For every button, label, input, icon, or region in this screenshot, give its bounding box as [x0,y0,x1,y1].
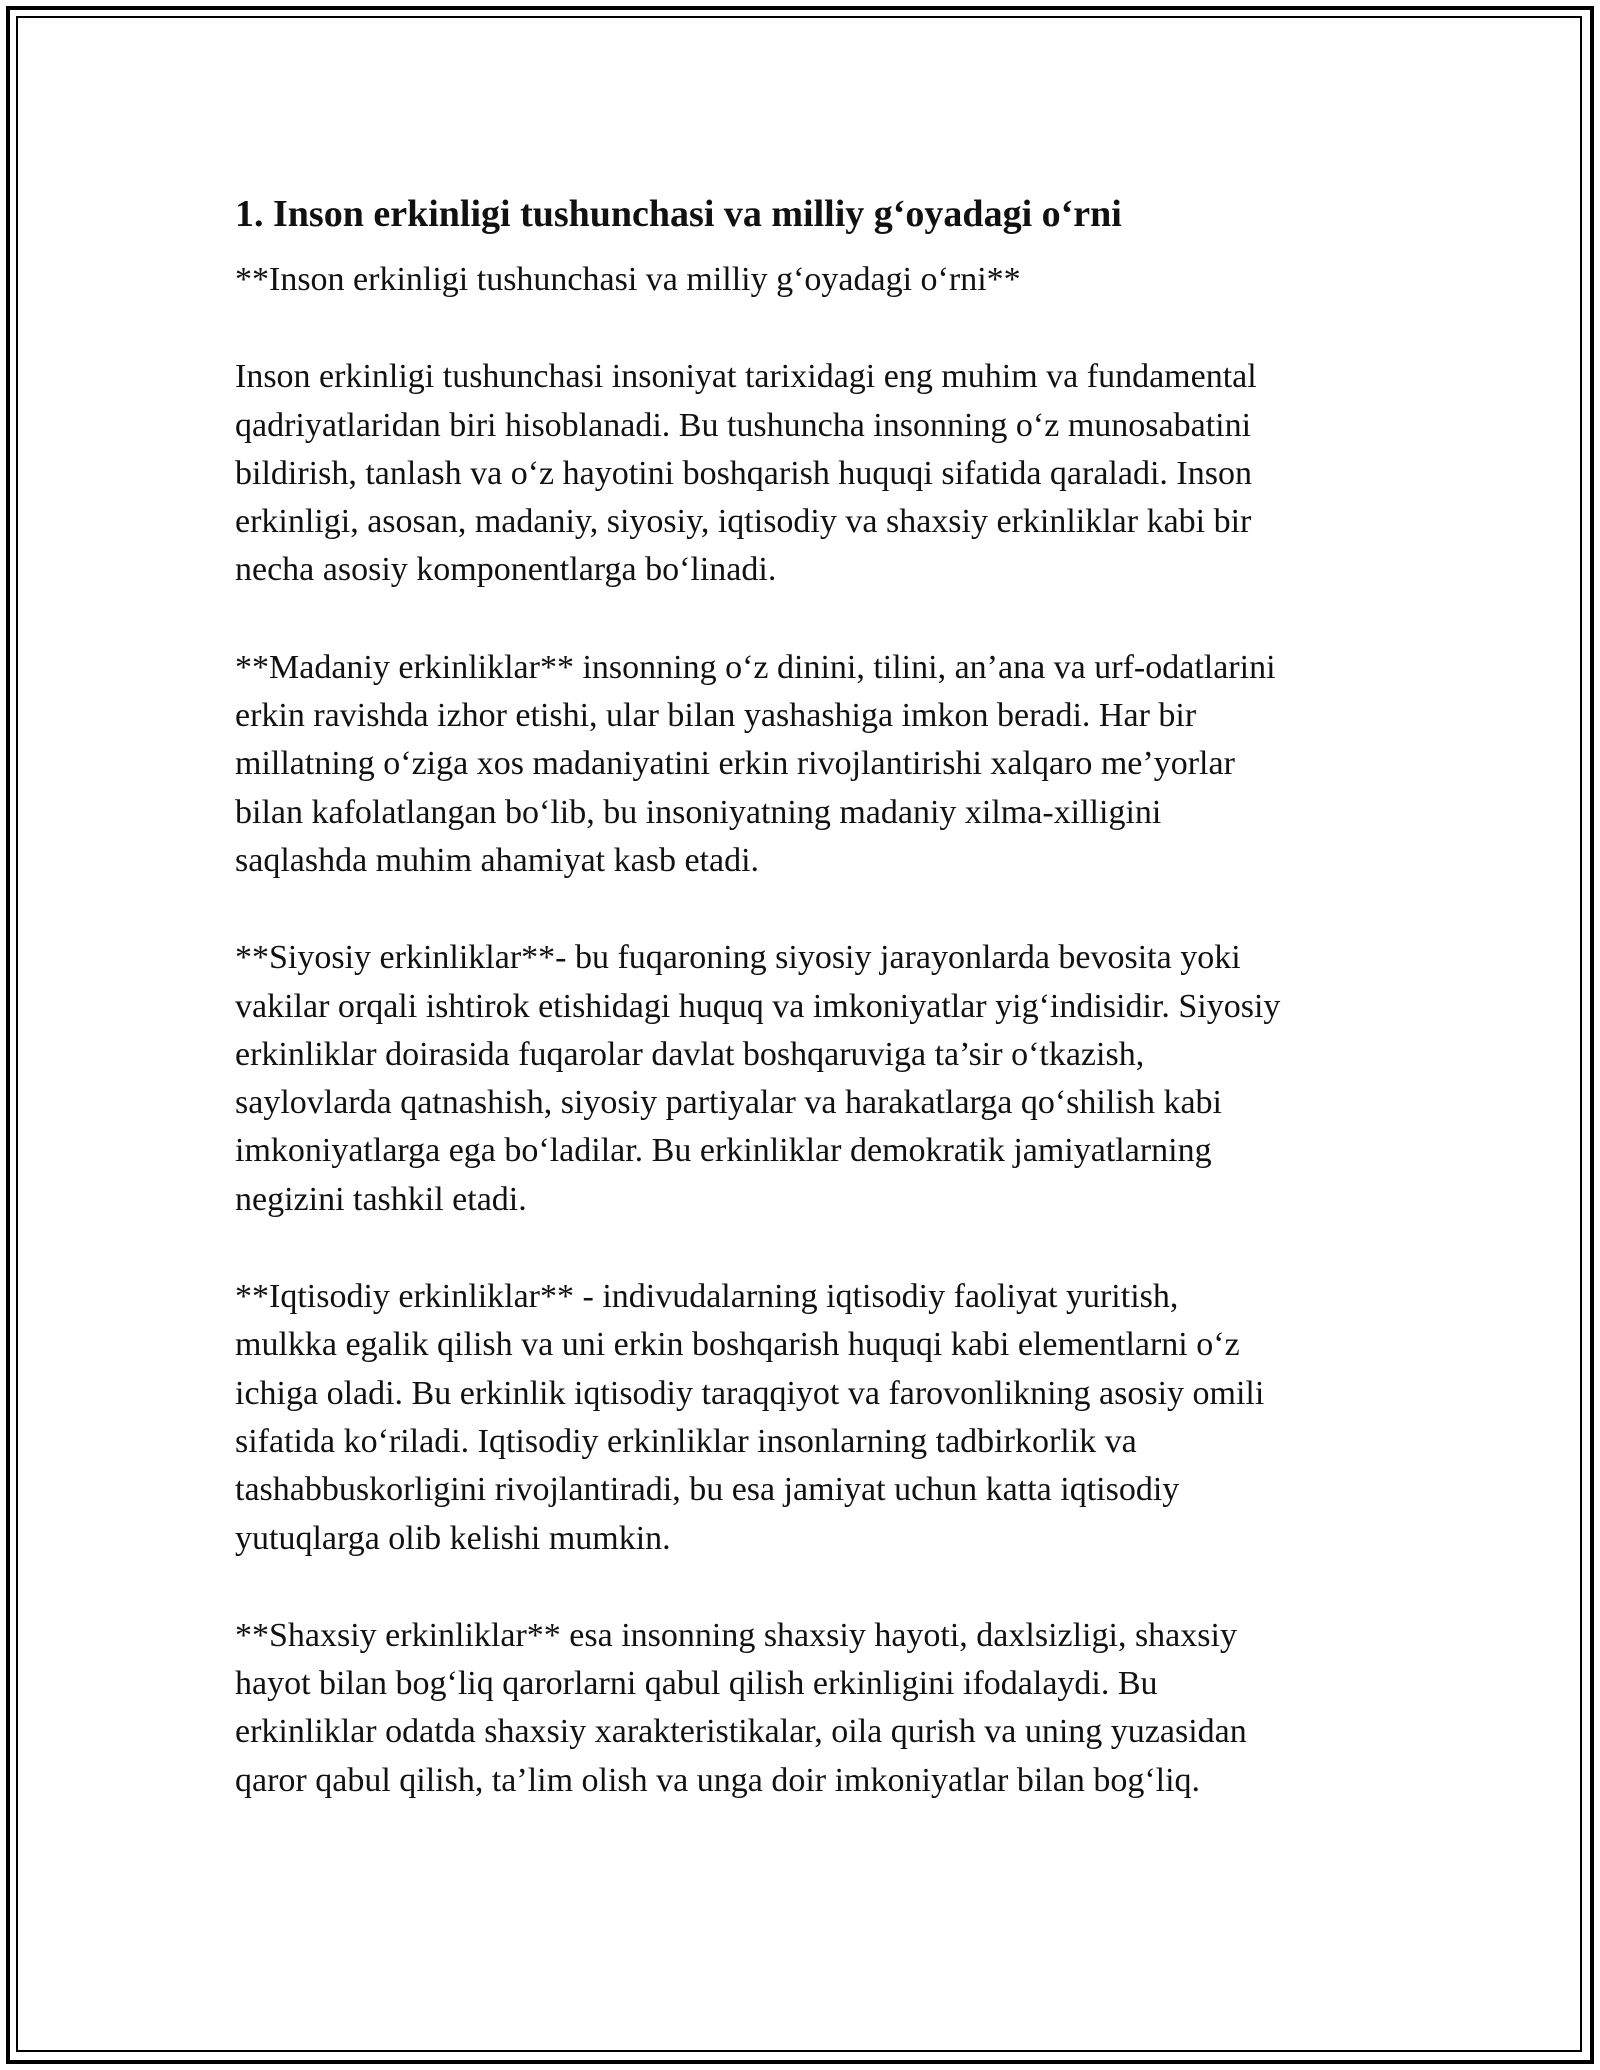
document-body [235,188,1375,1805]
section-subtitle: **Inson erkinligi tushunchasi va milliy g‘oyadagi o‘rni** [235,261,1021,298]
section-heading: 1. Inson erkinligi tushunchasi va milliy g‘oyadagi o‘rni [235,193,1122,235]
paragraph-cultural-freedoms: **Madaniy erkinliklar** insonning o‘z dinini, tilini, an’ana va urf-odatlarini erkin ravishda izhor etishi, ular bilan yashashiga imkon beradi. Har bir millatning o‘ziga xos madaniyatini erkin rivojlantirishi xalqaro me’yorlar bilan kafolatlangan bo‘lib, bu insoniyatning madaniy xilma-xilligini saqlashda muhim ahamiyat kasb etadi. [235,648,1276,879]
paragraph-economic-freedoms: **Iqtisodiy erkinliklar** - indivudalarning iqtisodiy faoliyat yuritish, mulkka egalik qilish va uni erkin boshqarish huquqi kabi elementlarni o‘z ichiga oladi. Bu erkinlik iqtisodiy taraqqiyot va farovonlikning asosiy omili sifatida ko‘riladi. Iqtisodiy erkinliklar insonlarning tadbirkorlik va tashabbuskorligini rivojlantiradi, bu esa jamiyat uchun katta iqtisodiy yutuqlarga olib kelishi mumkin. [235,1278,1265,1557]
paragraph-intro: Inson erkinligi tushunchasi insoniyat tarixidagi eng muhim va fundamental qadriyatlaridan biri hisoblanadi. Bu tushuncha insonning o‘z munosabatini bildirish, tanlash va o‘z hayotini boshqarish huquqi sifatida qaraladi. Inson erkinligi, asosan, madaniy, siyosiy, iqtisodiy va shaxsiy erkinliklar kabi bir necha asosiy komponentlarga bo‘linadi. [235,358,1257,589]
paragraph-political-freedoms: **Siyosiy erkinliklar**- bu fuqaroning siyosiy jarayonlarda bevosita yoki vakilar orqali ishtirok etishidagi huquq va imkoniyatlar yig‘indisidir. Siyosiy erkinliklar doirasida fuqarolar davlat boshqaruviga ta’sir o‘tkazish, saylovlarda qatnashish, siyosiy partiyalar va harakatlarga qo‘shilish kabi imkoniyatlarga ega bo‘ladilar. Bu erkinliklar demokratik jamiyatlarning negizini tashkil etadi. [235,939,1281,1218]
paragraph-personal-freedoms: **Shaxsiy erkinliklar** esa insonning shaxsiy hayoti, daxlsizligi, shaxsiy hayot bilan bog‘liq qarorlarni qabul qilish erkinligini ifodalaydi. Bu erkinliklar odatda shaxsiy xarakteristikalar, oila qurish va uning yuzasidan qaror qabul qilish, ta’lim olish va unga doir imkoniyatlar bilan bog‘liq. [235,1616,1247,1799]
